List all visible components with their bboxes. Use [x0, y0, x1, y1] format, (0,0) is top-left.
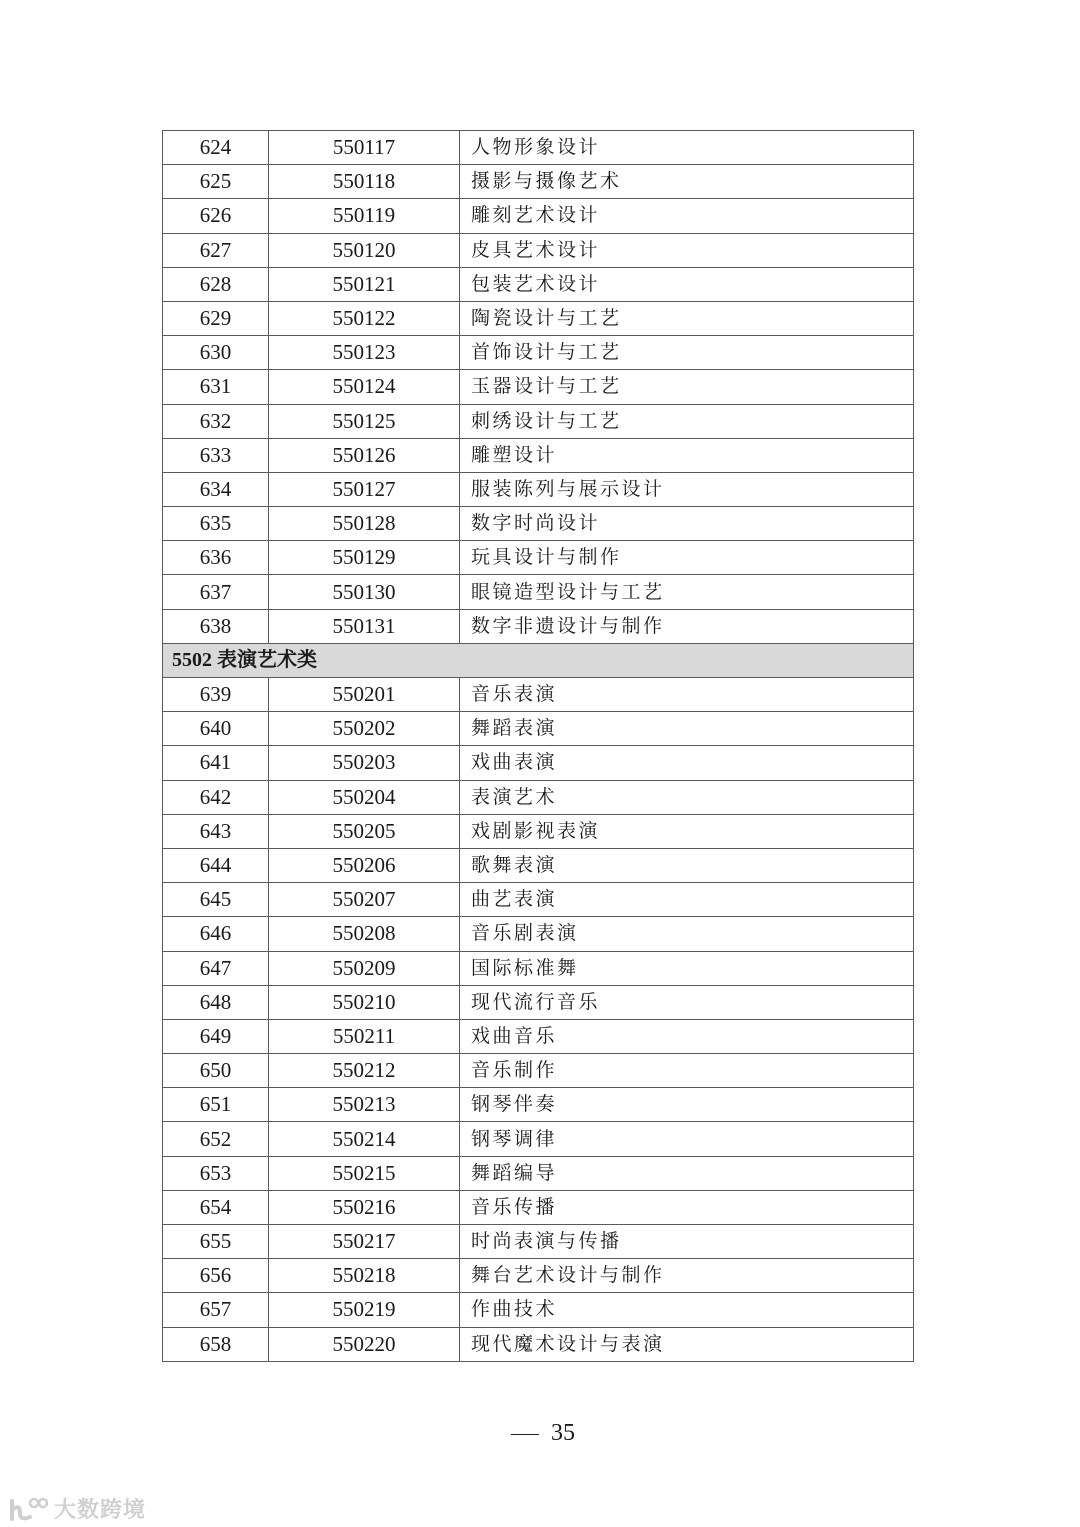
name-cell: 现代魔术设计与表演 [460, 1327, 914, 1361]
code-cell: 550120 [269, 233, 460, 267]
seq-cell: 638 [163, 609, 269, 643]
name-cell: 玩具设计与制作 [460, 541, 914, 575]
seq-cell: 646 [163, 917, 269, 951]
code-cell: 550220 [269, 1327, 460, 1361]
name-cell: 服装陈列与展示设计 [460, 472, 914, 506]
name-cell: 戏曲音乐 [460, 1019, 914, 1053]
page-footer [0, 1420, 1080, 1447]
table-row [163, 575, 914, 609]
name-cell: 雕刻艺术设计 [460, 199, 914, 233]
code-cell: 550129 [269, 541, 460, 575]
code-cell: 550209 [269, 951, 460, 985]
major-catalog-table [162, 130, 914, 1362]
category-label: 5502 表演艺术类 [163, 643, 914, 677]
table-row [163, 472, 914, 506]
seq-cell: 640 [163, 712, 269, 746]
brand-logo-icon [8, 1495, 48, 1523]
table-row [163, 336, 914, 370]
seq-cell: 644 [163, 848, 269, 882]
seq-cell: 645 [163, 883, 269, 917]
code-cell: 550212 [269, 1054, 460, 1088]
name-cell: 陶瓷设计与工艺 [460, 301, 914, 335]
table-row [163, 1293, 914, 1327]
seq-cell: 648 [163, 985, 269, 1019]
table-body [163, 131, 914, 1362]
code-cell: 550218 [269, 1259, 460, 1293]
seq-cell: 655 [163, 1225, 269, 1259]
seq-cell: 658 [163, 1327, 269, 1361]
seq-cell: 626 [163, 199, 269, 233]
code-cell: 550204 [269, 780, 460, 814]
seq-cell: 630 [163, 336, 269, 370]
table-row [163, 131, 914, 165]
watermark [8, 1493, 146, 1524]
name-cell: 皮具艺术设计 [460, 233, 914, 267]
name-cell: 时尚表演与传播 [460, 1225, 914, 1259]
name-cell: 戏曲表演 [460, 746, 914, 780]
code-cell: 550203 [269, 746, 460, 780]
code-cell: 550208 [269, 917, 460, 951]
code-cell: 550211 [269, 1019, 460, 1053]
seq-cell: 637 [163, 575, 269, 609]
code-cell: 550122 [269, 301, 460, 335]
name-cell: 包装艺术设计 [460, 267, 914, 301]
table-row [163, 1054, 914, 1088]
seq-cell: 634 [163, 472, 269, 506]
code-cell: 550217 [269, 1225, 460, 1259]
table-row [163, 1019, 914, 1053]
seq-cell: 656 [163, 1259, 269, 1293]
table-row [163, 541, 914, 575]
name-cell: 音乐制作 [460, 1054, 914, 1088]
code-cell: 550215 [269, 1156, 460, 1190]
table-row [163, 883, 914, 917]
seq-cell: 642 [163, 780, 269, 814]
code-cell: 550219 [269, 1293, 460, 1327]
seq-cell: 631 [163, 370, 269, 404]
name-cell: 首饰设计与工艺 [460, 336, 914, 370]
code-cell: 550214 [269, 1122, 460, 1156]
code-cell: 550125 [269, 404, 460, 438]
name-cell: 舞蹈表演 [460, 712, 914, 746]
table-row [163, 780, 914, 814]
name-cell: 歌舞表演 [460, 848, 914, 882]
code-cell: 550201 [269, 678, 460, 712]
seq-cell: 649 [163, 1019, 269, 1053]
table-row [163, 678, 914, 712]
name-cell: 戏剧影视表演 [460, 814, 914, 848]
name-cell: 音乐表演 [460, 678, 914, 712]
name-cell: 国际标准舞 [460, 951, 914, 985]
code-cell: 550124 [269, 370, 460, 404]
code-cell: 550128 [269, 507, 460, 541]
table-row [163, 985, 914, 1019]
name-cell: 作曲技术 [460, 1293, 914, 1327]
name-cell: 刺绣设计与工艺 [460, 404, 914, 438]
seq-cell: 635 [163, 507, 269, 541]
code-cell: 550121 [269, 267, 460, 301]
seq-cell: 651 [163, 1088, 269, 1122]
seq-cell: 624 [163, 131, 269, 165]
table-row [163, 746, 914, 780]
table-row [163, 507, 914, 541]
code-cell: 550123 [269, 336, 460, 370]
table-row [163, 165, 914, 199]
table-row [163, 951, 914, 985]
seq-cell: 643 [163, 814, 269, 848]
table-row [163, 370, 914, 404]
table-row [163, 267, 914, 301]
seq-cell: 629 [163, 301, 269, 335]
code-cell: 550119 [269, 199, 460, 233]
seq-cell: 633 [163, 438, 269, 472]
code-cell: 550127 [269, 472, 460, 506]
name-cell: 现代流行音乐 [460, 985, 914, 1019]
seq-cell: 627 [163, 233, 269, 267]
name-cell: 钢琴调律 [460, 1122, 914, 1156]
seq-cell: 625 [163, 165, 269, 199]
name-cell: 舞蹈编导 [460, 1156, 914, 1190]
name-cell: 摄影与摄像艺术 [460, 165, 914, 199]
name-cell: 钢琴伴奏 [460, 1088, 914, 1122]
name-cell: 数字非遗设计与制作 [460, 609, 914, 643]
seq-cell: 657 [163, 1293, 269, 1327]
seq-cell: 636 [163, 541, 269, 575]
name-cell: 曲艺表演 [460, 883, 914, 917]
category-header-row [163, 643, 914, 677]
seq-cell: 652 [163, 1122, 269, 1156]
seq-cell: 647 [163, 951, 269, 985]
code-cell: 550118 [269, 165, 460, 199]
table-row [163, 1190, 914, 1224]
table-row [163, 1122, 914, 1156]
code-cell: 550130 [269, 575, 460, 609]
table-row [163, 917, 914, 951]
name-cell: 数字时尚设计 [460, 507, 914, 541]
name-cell: 雕塑设计 [460, 438, 914, 472]
code-cell: 550202 [269, 712, 460, 746]
code-cell: 550126 [269, 438, 460, 472]
seq-cell: 641 [163, 746, 269, 780]
code-cell: 550207 [269, 883, 460, 917]
seq-cell: 653 [163, 1156, 269, 1190]
name-cell: 人物形象设计 [460, 131, 914, 165]
table-row [163, 1088, 914, 1122]
name-cell: 眼镜造型设计与工艺 [460, 575, 914, 609]
code-cell: 550210 [269, 985, 460, 1019]
name-cell: 音乐剧表演 [460, 917, 914, 951]
page-number: 35 [551, 1420, 575, 1446]
name-cell: 舞台艺术设计与制作 [460, 1259, 914, 1293]
seq-cell: 632 [163, 404, 269, 438]
table-row [163, 609, 914, 643]
name-cell: 表演艺术 [460, 780, 914, 814]
code-cell: 550205 [269, 814, 460, 848]
code-cell: 550117 [269, 131, 460, 165]
em-dash-divider [511, 1434, 539, 1436]
seq-cell: 628 [163, 267, 269, 301]
table-row [163, 848, 914, 882]
table-row [163, 199, 914, 233]
table-row [163, 1327, 914, 1361]
table-row [163, 438, 914, 472]
table-row [163, 233, 914, 267]
seq-cell: 654 [163, 1190, 269, 1224]
table-row [163, 1259, 914, 1293]
name-cell: 玉器设计与工艺 [460, 370, 914, 404]
table-row [163, 1156, 914, 1190]
table-row [163, 712, 914, 746]
seq-cell: 639 [163, 678, 269, 712]
table-row [163, 1225, 914, 1259]
code-cell: 550131 [269, 609, 460, 643]
code-cell: 550216 [269, 1190, 460, 1224]
name-cell: 音乐传播 [460, 1190, 914, 1224]
table-row [163, 301, 914, 335]
code-cell: 550213 [269, 1088, 460, 1122]
table-row [163, 814, 914, 848]
seq-cell: 650 [163, 1054, 269, 1088]
watermark-text: 大数跨境 [54, 1498, 147, 1523]
code-cell: 550206 [269, 848, 460, 882]
table-row [163, 404, 914, 438]
